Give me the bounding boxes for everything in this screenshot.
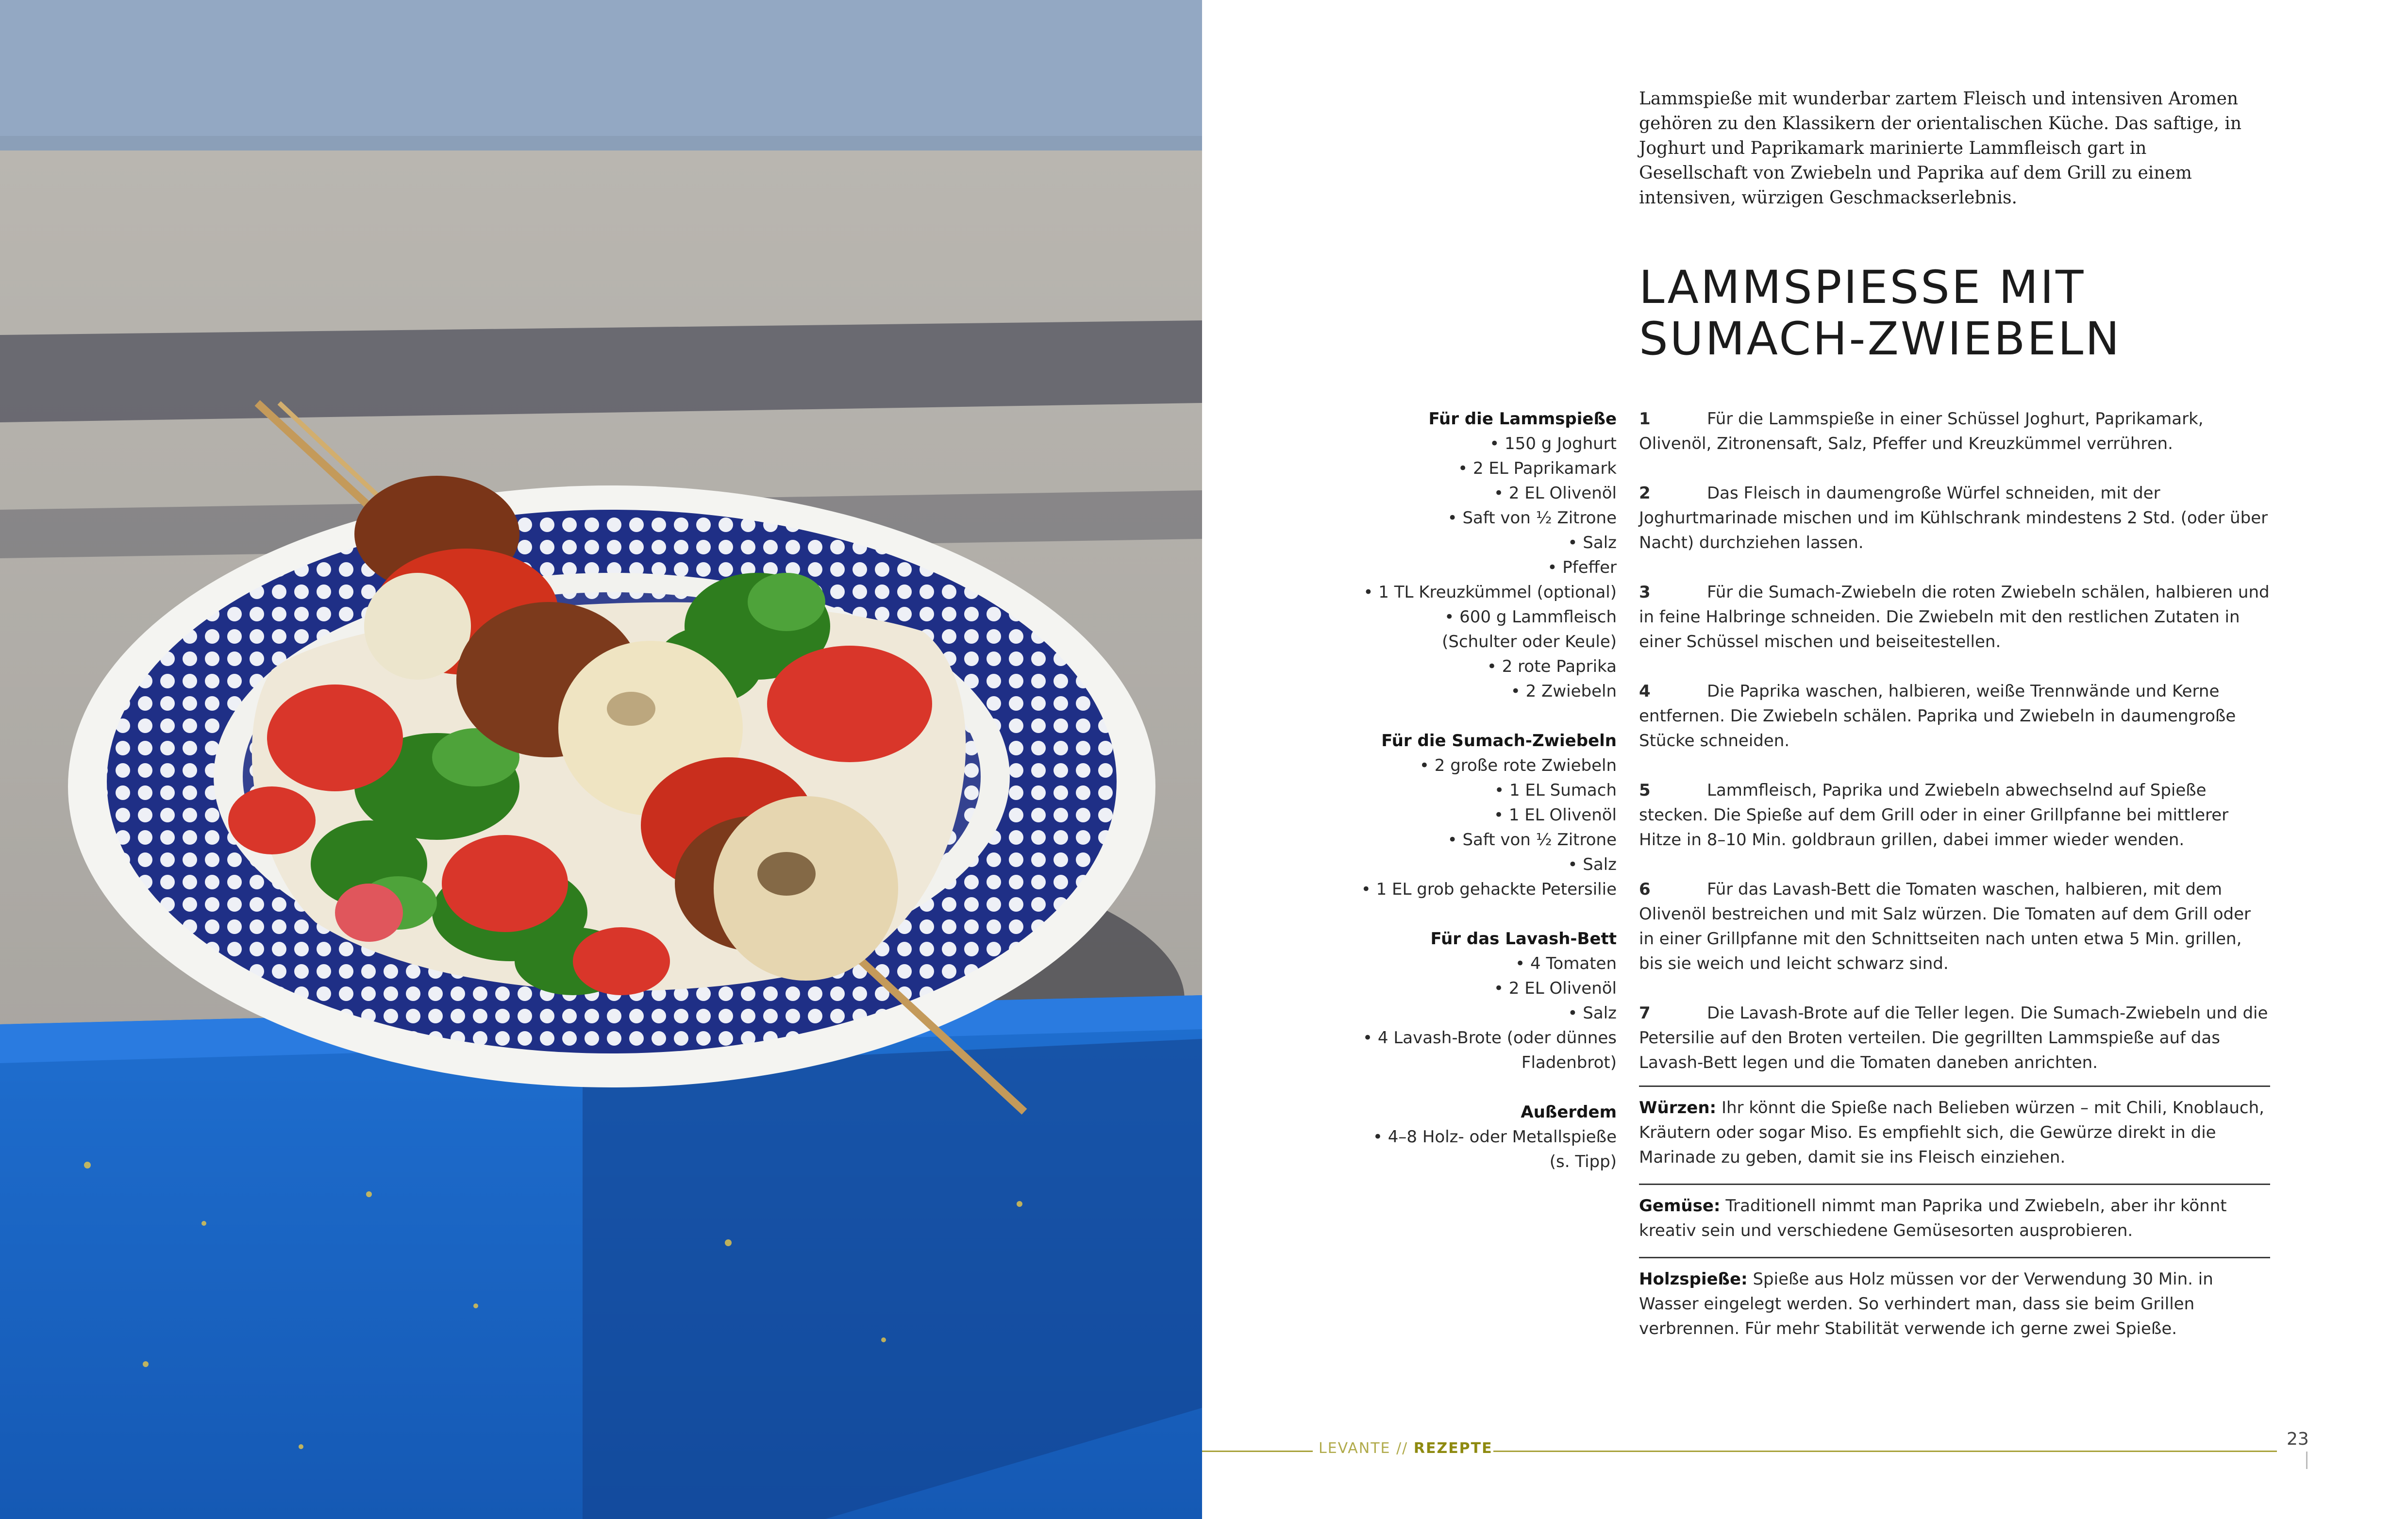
step-text: Für die Sumach-Zwiebeln die roten Zwiebeln schälen, halbieren und in feine Halbringe schneiden. Die Zwiebeln mit den restlichen Zutaten in einer Schüssel mischen und beiseitestellen. [1639,583,2270,651]
ingredient-group [1311,927,1617,1075]
ingredient-item: • 2 EL Paprikamark [1458,459,1617,478]
ingredient-group-heading: Für das Lavash-Bett [1430,929,1617,949]
tip-label: Gemüse: [1639,1196,1721,1216]
ingredients-list [1311,407,1617,1174]
step-text: Das Fleisch in daumengroße Würfel schneiden, mit der Joghurtmarinade mischen und im Kühlschrank mindestens 2 Std. (oder über Nacht) durchziehen lassen. [1639,484,2268,552]
ingredient-group [1311,1100,1617,1174]
ingredient-item: • Salz [1568,855,1617,874]
page-number: 23 [2287,1429,2309,1449]
recipe-title-line: LAMMSPIESSE MIT [1639,261,2086,314]
ingredient-item: • 1 EL grob gehackte Petersilie [1361,880,1617,899]
ingredient-item: • Salz [1568,533,1617,552]
ingredient-item: • 4–8 Holz- oder Metallspieße [1372,1127,1617,1147]
ingredient-item: Fladenbrot) [1521,1053,1617,1072]
tip [1639,1085,2270,1184]
step-text: Für die Lammspieße in einer Schüssel Joghurt, Paprikamark, Olivenöl, Zitronensaft, Salz, Pfeffer und Kreuzkümmel verrühren. [1639,409,2204,453]
ingredient-item: • 1 EL Olivenöl [1493,805,1617,825]
ingredient-item: • 2 rote Paprika [1487,657,1617,676]
ingredient-item: • 1 TL Kreuzkümmel (optional) [1363,583,1617,602]
tip-label: Würzen: [1639,1098,1717,1118]
step-text: Die Lavash-Brote auf die Teller legen. Die Sumach-Zwiebeln und die Petersilie auf den Broten verteilen. Die gegrillten Lammspieße auf das Lavash-Bett legen und die Tomaten daneben anrichten. [1639,1003,2268,1072]
footer-rule [1493,1451,2277,1452]
ingredient-group [1311,407,1617,704]
step [1639,877,2270,976]
dish-photo [0,0,1202,1519]
step [1639,778,2270,852]
tip-label: Holzspieße: [1639,1269,1748,1289]
ingredient-item: (s. Tipp) [1549,1152,1617,1171]
ingredient-group-heading: Für die Sumach-Zwiebeln [1381,731,1617,751]
ingredient-item: • Pfeffer [1547,558,1617,577]
footer-chapter: REZEPTE [1413,1440,1493,1457]
wall [0,0,1202,146]
step-text: Für das Lavash-Bett die Tomaten waschen, halbieren, mit dem Olivenöl bestreichen und mit Salz würzen. Die Tomaten auf dem Grill oder in einer Grillpfanne mit den Schnittseiten nach unten etwa 5 Min. grillen, bis sie weich und leicht schwarz sind. [1639,880,2251,973]
page-number-rule [2306,1452,2308,1469]
step-number: 6 [1639,880,1651,899]
ingredient-item: • 2 EL Olivenöl [1493,484,1617,503]
tip [1639,1184,2270,1257]
step-number: 1 [1639,409,1651,429]
step-number: 3 [1639,583,1651,602]
ingredient-item: • 4 Lavash-Brote (oder dünnes [1363,1028,1617,1048]
ingredient-item: • Saft von ½ Zitrone [1447,830,1617,850]
footer-separator: // [1396,1440,1408,1457]
footer-rule [1202,1451,1313,1452]
step [1639,407,2270,456]
step [1639,1001,2270,1075]
tip-text: Ihr könnt die Spieße nach Belieben würzen – mit Chili, Knoblauch, Kräutern oder sogar Miso. Es empfiehlt sich, die Gewürze direkt in die Marinade zu geben, damit sie ins Fleisch einziehen. [1639,1098,2264,1167]
step [1639,481,2270,555]
intro-text: Lammspieße mit wunderbar zartem Fleisch und intensiven Aromen gehören zu den Klassikern der orientalischen Küche. Das saftige, in Joghurt und Paprikamark marinierte Lammfleisch gart in Gesellschaft von Zwiebeln und Paprika auf dem Grill zu einem intensiven, würzigen Geschmackserlebnis. [1639,89,2242,208]
ingredient-item: • 600 g Lammfleisch [1444,607,1617,627]
ingredient-group-heading: Für die Lammspieße [1428,409,1617,429]
ingredient-item: • 2 EL Olivenöl [1493,979,1617,998]
tip-text: Spieße aus Holz müssen vor der Verwendung 30 Min. in Wasser eingelegt werden. So verhindert man, dass sie beim Grillen verbrennen. Für mehr Stabilität verwende ich gerne zwei Spieße. [1639,1269,2213,1338]
ingredient-item: • 2 Zwiebeln [1510,682,1617,701]
footer-section: LEVANTE [1319,1440,1391,1457]
ingredient-item: • Saft von ½ Zitrone [1447,508,1617,528]
recipe-title [1639,262,2270,365]
ingredient-item: • 1 EL Sumach [1494,781,1617,800]
steps-list [1639,407,2270,1100]
step [1639,679,2270,753]
ingredient-item: • 2 große rote Zwiebeln [1419,756,1617,775]
ingredient-item: (Schulter oder Keule) [1442,632,1617,651]
recipe-title-line: SUMACH-ZWIEBELN [1639,313,2122,366]
tips-box [1639,1085,2270,1355]
ingredient-item: • Salz [1568,1003,1617,1023]
step-text: Die Paprika waschen, halbieren, weiße Trennwände und Kerne entfernen. Die Zwiebeln schälen. Paprika und Zwiebeln in daumengroße Stücke schneiden. [1639,682,2236,751]
step-text: Lammfleisch, Paprika und Zwiebeln abwechselnd auf Spieße stecken. Die Spieße auf dem Grill oder in einer Grillpfanne bei mittlerer Hitze in 8–10 Min. goldbraun grillen, dabei immer wieder wenden. [1639,781,2229,850]
tip-text: Traditionell nimmt man Paprika und Zwiebeln, aber ihr könnt kreativ sein und verschiedene Gemüsesorten ausprobieren. [1639,1196,2227,1240]
step-number: 2 [1639,484,1651,503]
footer-running-head [1319,1440,1493,1461]
ingredient-group [1311,729,1617,902]
ingredient-item: • 150 g Joghurt [1489,434,1617,453]
tip [1639,1257,2270,1355]
step-number: 7 [1639,1003,1651,1023]
ingredient-group-heading: Außerdem [1521,1102,1617,1122]
step-number: 5 [1639,781,1651,800]
step [1639,580,2270,654]
ingredient-item: • 4 Tomaten [1515,954,1617,973]
step-number: 4 [1639,682,1651,701]
